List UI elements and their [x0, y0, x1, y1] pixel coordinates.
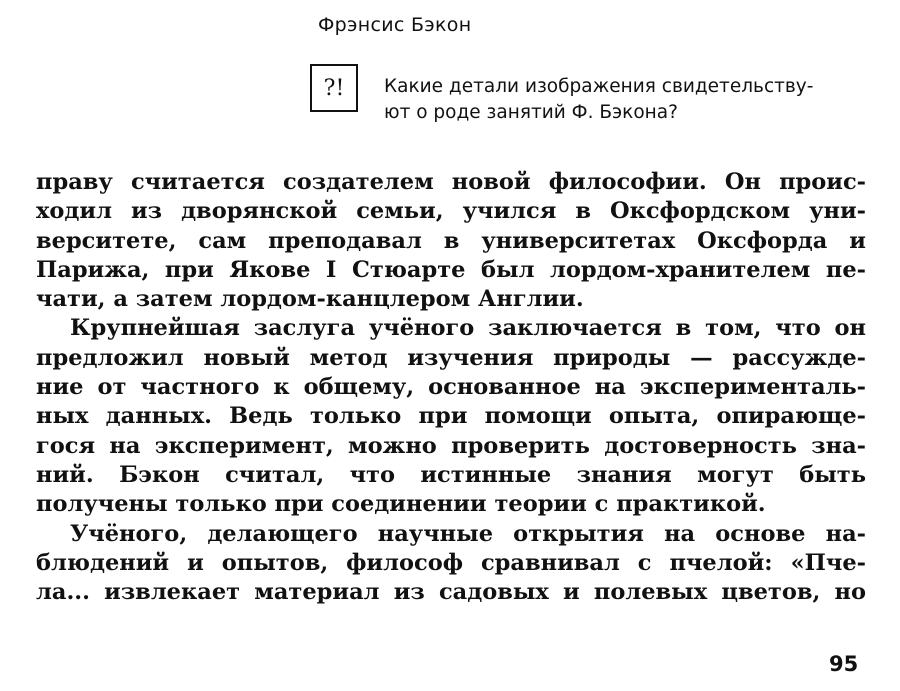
text-line: ных данных. Ведь только при помощи опыта, опирающе-	[36, 403, 866, 430]
text-line: Крупнейшая заслуга учёного заключается в том, что он	[70, 315, 866, 342]
question-icon: ?!	[310, 64, 358, 112]
text-line: праву считается создателем новой философии. Он проис-	[36, 169, 866, 195]
text-line: гося на эксперимент, можно проверить достоверность зна-	[36, 432, 866, 459]
text-line: ла... извлекает материал из садовых и полевых цветов, но	[36, 579, 866, 606]
text-line: ходил из дворянской семьи, учился в Оксфордском уни-	[36, 198, 866, 225]
text-line: ний. Бэкон считал, что истинные знания могут быть	[36, 461, 866, 488]
text-line: Парижа, при Якове I Стюарте был лордом-хранителем пе-	[36, 256, 866, 283]
text-line: предложил новый метод изучения природы — рассужде-	[36, 344, 866, 371]
text-line: верситете, сам преподавал в университетах Оксфорда и	[36, 227, 866, 254]
text-line: Учёного, делающего научные открытия на основе на-	[70, 520, 866, 547]
text-line: блюдений и опытов, философ сравнивал с пчелой: «Пче-	[36, 549, 866, 576]
text-line: ние от частного к общему, основанное на эксперименталь-	[36, 374, 866, 401]
main-text	[36, 168, 866, 607]
page-number: 95	[829, 652, 859, 676]
text-line: получены только при соединении теории с практикой.	[36, 491, 766, 518]
text-line: чати, а затем лордом-канцлером Англии.	[36, 286, 584, 313]
image-caption: Фрэнсис Бэкон	[318, 14, 472, 36]
question-text	[384, 74, 874, 126]
question-line: ют о роде занятий Ф. Бэкона?	[384, 102, 678, 123]
question-line: Какие детали изображения свидетельству-	[384, 76, 814, 97]
